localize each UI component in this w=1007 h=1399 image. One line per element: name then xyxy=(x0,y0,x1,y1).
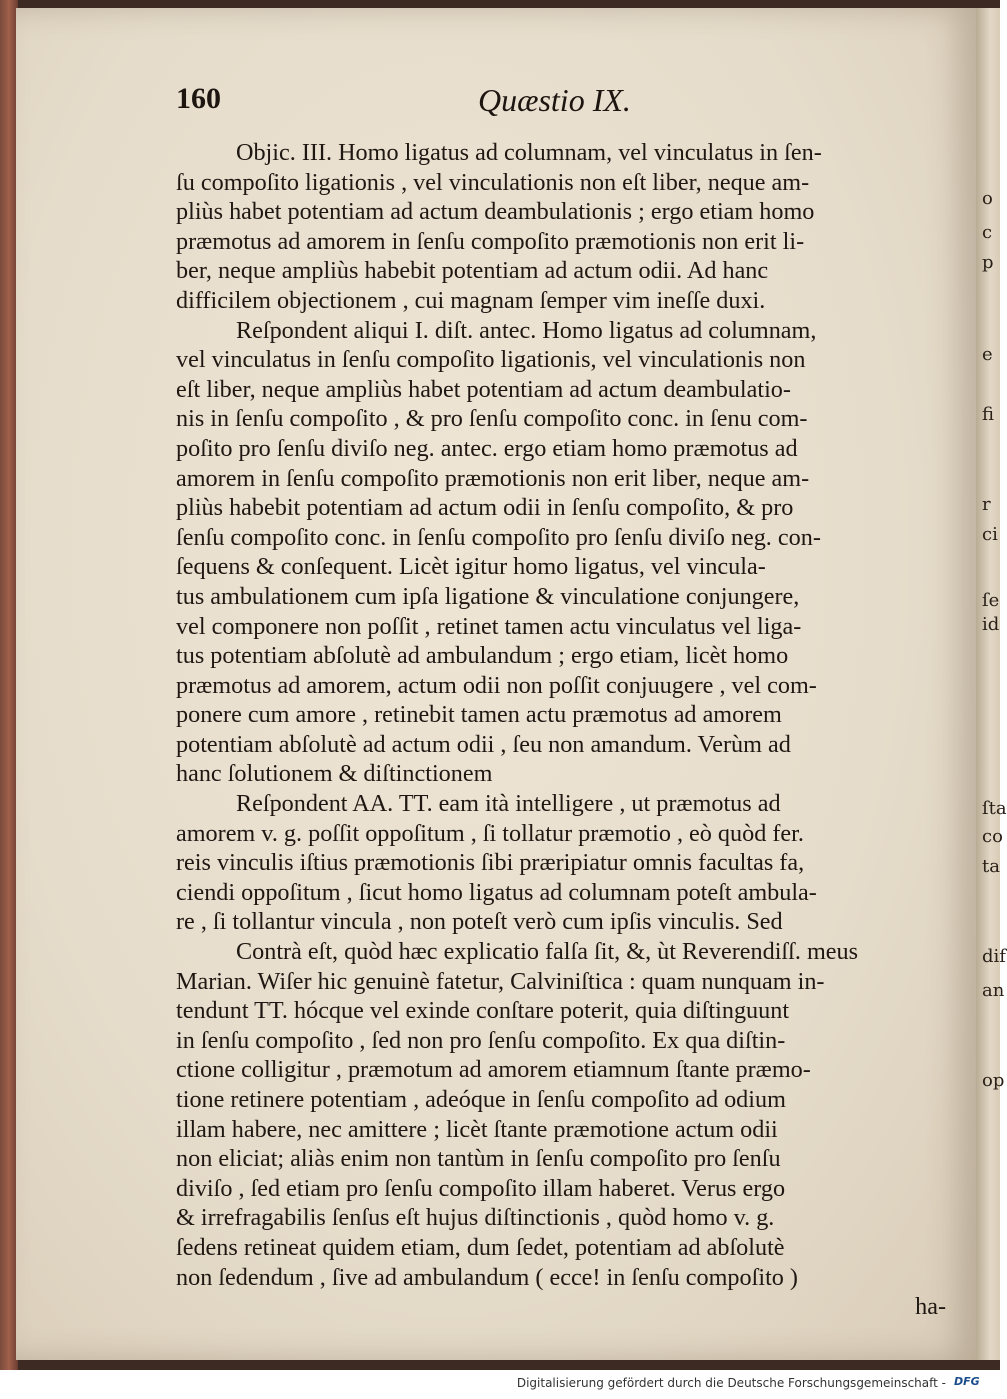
text-line: præmotus ad amorem in ſenſu compoſito præmotionis non erit li- xyxy=(176,227,805,255)
next-page-fragment: ſta xyxy=(982,798,1007,819)
text-line: nis in ſenſu compoſito , & pro ſenſu compoſito conc. in ſenu com- xyxy=(176,405,808,433)
next-page-fragment: an xyxy=(982,980,1005,1001)
next-page-fragment: ta xyxy=(982,856,1000,877)
text-line: difficilem objectionem , cui magnam ſemper vim ineſſe duxi. xyxy=(176,286,766,314)
text-line: ſenſu compoſito conc. in ſenſu compoſito pro ſenſu diviſo neg. con- xyxy=(176,523,821,551)
next-page-fragment: fi xyxy=(982,404,995,425)
next-page-fragment: r xyxy=(982,494,991,515)
text-line: pliùs habebit potentiam ad actum odii in ſenſu compoſito, & pro xyxy=(176,494,794,522)
text-line: re , ſi tollantur vincula , non poteſt verò cum ipſis vinculis. Sed xyxy=(176,908,783,936)
next-page-fragment: co xyxy=(982,826,1003,847)
funding-credit: Digitalisierung gefördert durch die Deutsche Forschungsgemeinschaft - xyxy=(516,1376,946,1390)
text-line: diviſo , ſed etiam pro ſenſu compoſito illam haberet. Verus ergo xyxy=(176,1174,786,1202)
next-page-fragment: p xyxy=(982,252,994,273)
footer-bar xyxy=(0,1370,1000,1399)
text-line: ſu compoſito ligationis , vel vinculationis non eſt liber, neque am- xyxy=(176,168,810,196)
next-page-fragment: ſe xyxy=(982,590,1000,611)
text-line: tus potentiam abſolutè ad ambulandum ; ergo etiam, licèt homo xyxy=(176,642,789,670)
text-line: tus ambulationem cum ipſa ligatione & vinculatione conjungere, xyxy=(176,582,800,610)
text-line: pliùs habet potentiam ad actum deambulationis ; ergo etiam homo xyxy=(176,198,815,226)
text-line: Marian. Wiſer hic genuinè fatetur, Calviniſtica : quam nunquam in- xyxy=(176,967,825,995)
text-line: reis vinculis iſtius præmotionis ſibi præripiatur omnis facultas fa, xyxy=(176,849,805,877)
text-line: non ſedendum , ſive ad ambulandum ( ecce! in ſenſu compoſito ) xyxy=(176,1263,798,1291)
text-line: Objic. III. Homo ligatus ad columnam, vel vinculatus in ſen- xyxy=(236,139,822,166)
text-line: potentiam abſolutè ad actum odii , ſeu non amandum. Verùm ad xyxy=(176,730,791,758)
text-line: ſedens retineat quidem etiam, dum ſedet, potentiam ad abſolutè xyxy=(176,1233,785,1261)
text-line: in ſenſu compoſito , ſed non pro ſenſu compoſito. Ex qua diſtin- xyxy=(176,1026,786,1054)
next-page-edge xyxy=(976,8,1007,1360)
text-line: eſt liber, neque ampliùs habet potentiam ad actum deambulatio- xyxy=(176,375,791,403)
text-line: vel componere non poſſit , retinet tamen actu vinculatus vel liga- xyxy=(176,612,802,640)
text-line: amorem v. g. poſſit oppoſitum , ſi tollatur præmotio , eò quòd fer. xyxy=(176,819,804,847)
text-line: poſito pro ſenſu diviſo neg. antec. ergo etiam homo præmotus ad xyxy=(176,434,798,462)
next-page-fragment: ci xyxy=(982,524,998,545)
next-page-fragment: o xyxy=(982,188,993,209)
body-text xyxy=(176,138,952,1322)
text-line: vel vinculatus in ſenſu compoſito ligationis, vel vinculationis non xyxy=(176,346,806,374)
text-line: præmotus ad amorem, actum odii non poſſit conjuugere , vel com- xyxy=(176,671,817,699)
text-line: Contrà eſt, quòd hæc explicatio falſa ſit, &, ùt Reverendiſſ. meus xyxy=(236,938,859,966)
text-line: amorem in ſenſu compoſito præmotionis non erit liber, neque am- xyxy=(176,464,810,492)
text-line: ſequens & conſequent. Licèt igitur homo ligatus, vel vincula- xyxy=(176,553,766,581)
next-page-fragment: c xyxy=(982,222,993,243)
next-page-fragment: id xyxy=(982,614,1000,635)
text-line: illam habere, nec amittere ; licèt ſtante præmotione actum odii xyxy=(176,1115,778,1143)
text-line: ctione colligitur , præmotum ad amorem etiamnum ſtante præmo- xyxy=(176,1056,811,1084)
dfg-logo: DFG xyxy=(954,1375,980,1388)
text-line: tione retinere potentiam , adeóque in ſenſu compoſito ad odium xyxy=(176,1086,786,1113)
text-line: hanc ſolutionem & diſtinctionem xyxy=(176,760,493,788)
running-title: Quæstio IX. xyxy=(478,82,631,118)
text-line: Reſpondent AA. TT. eam ità intelligere , ut præmotus ad xyxy=(236,790,781,818)
text-line: ponere cum amore , retinebit tamen actu præmotus ad amorem xyxy=(176,701,782,729)
page-header xyxy=(176,82,946,122)
text-line: & irrefragabilis ſenſus eſt hujus diſtinctionis , quòd homo v. g. xyxy=(176,1204,775,1232)
page-number: 160 xyxy=(176,82,221,115)
next-page-fragment: e xyxy=(982,344,993,365)
text-line: tendunt TT. hócque vel exinde conſtare poterit, quia diſtinguunt xyxy=(176,997,790,1025)
text-line: ha- xyxy=(915,1293,946,1321)
text-line: Reſpondent aliqui I. diſt. antec. Homo ligatus ad columnam, xyxy=(236,316,817,344)
text-line: non eliciat; aliàs enim non tantùm in ſenſu compoſito pro ſenſu xyxy=(176,1145,781,1173)
next-page-fragment: op xyxy=(982,1070,1005,1091)
text-line: ber, neque ampliùs habebit potentiam ad actum odii. Ad hanc xyxy=(176,257,769,285)
next-page-fragment: dif xyxy=(982,946,1006,967)
text-line: ciendi oppoſitum , ſicut homo ligatus ad columnam poteſt ambula- xyxy=(176,878,817,906)
